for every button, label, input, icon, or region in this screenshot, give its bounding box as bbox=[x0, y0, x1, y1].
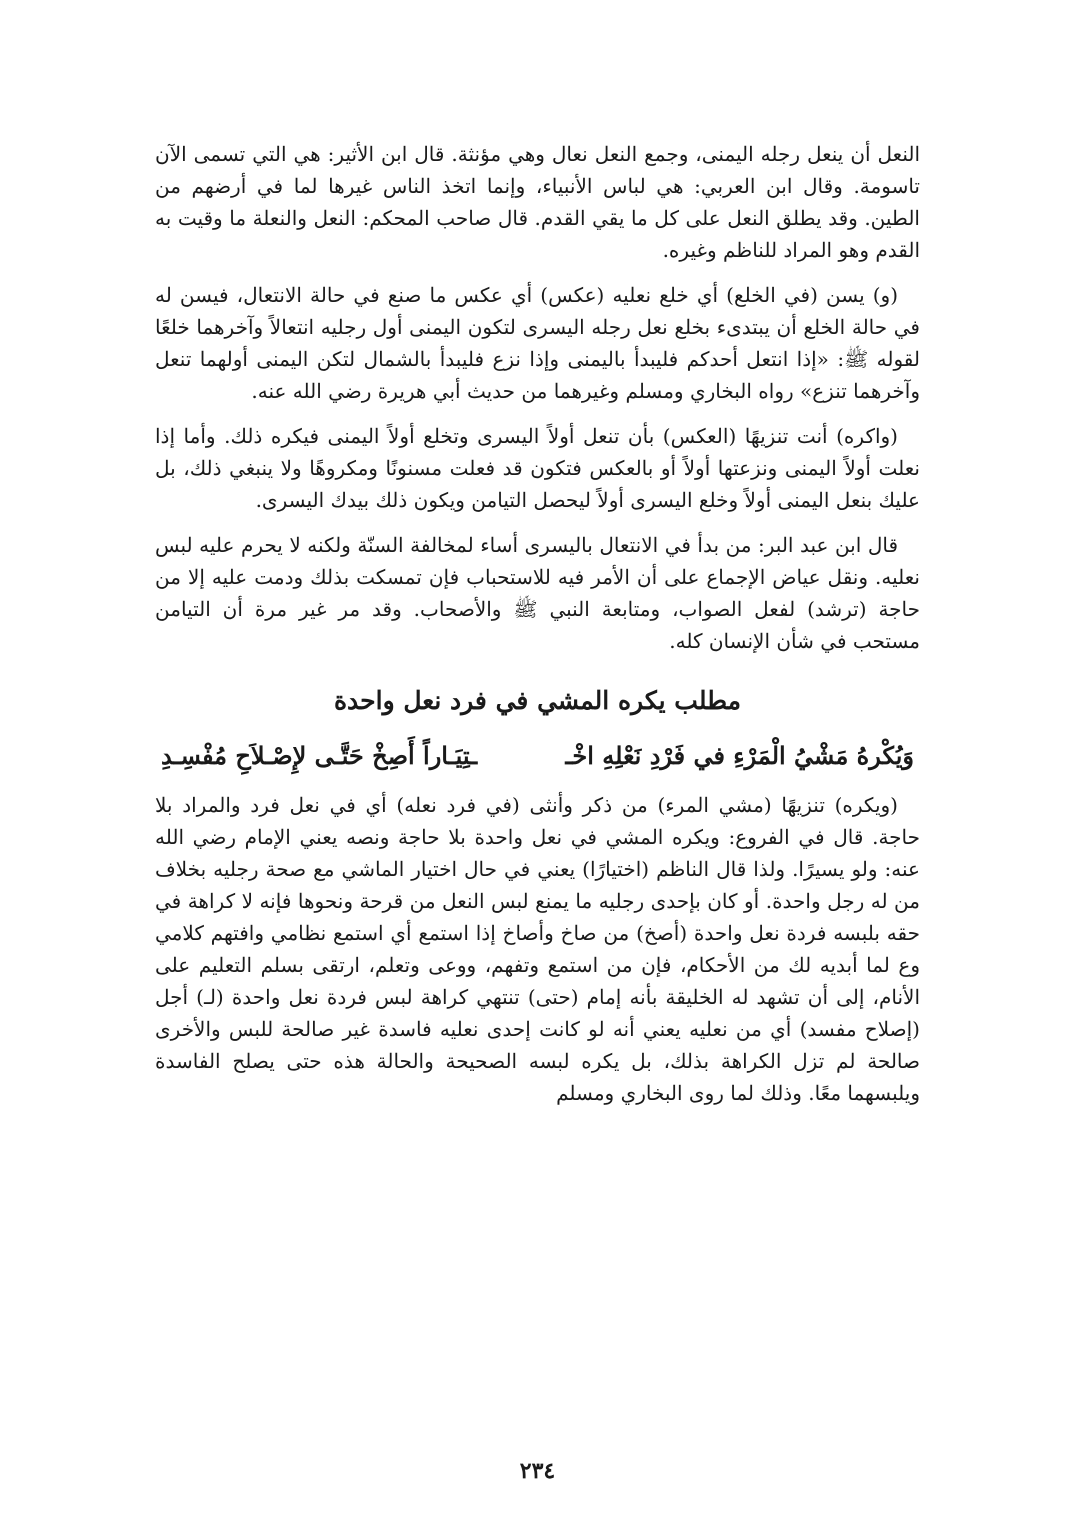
paragraph-4: قال ابن عبد البر: من بدأ في الانتعال باليسرى أساء لمخالفة السنّة ولكنه لا يحرم عليه لبس نعليه. ونقل عياض الإجماع على أن الأمر فيه للاستحباب فإن تمسكت بذلك ودمت عليه إلا من حاجة (ترشد) لفعل الصواب، ومتابعة النبي ﷺ والأصحاب. وقد مر غير مرة أن التيامن مستحب في شأن الإنسان كله. bbox=[155, 533, 920, 653]
commentary-paragraph: (ويكره) تنزيهًا (مشي المرء) من ذكر وأنثى (في فرد نعله) أي في نعل فرد والمراد بلا حاجة. قال في الفروع: ويكره المشي في نعل واحدة بلا حاجة ونصه يعني الإمام رضي الله عنه: ولو يسيرًا. ولذا قال الناظم (اختيارًا) يعني في حال اختيار الماشي مع صحة رجليه بخلاف من له رجل واحدة. أو كان بإحدى رجليه ما يمنع لبس النعل من قرحة ونحوها فإنه لا كراهة في حقه بلبسه فردة نعل واحدة (أصخ) من صاخ وأصاخ إذا استمع أي استمع نظامي وافتهم كلامي وع لما أبديه لك من الأحكام، فإن من استمع وتفهم، ووعى وتعلم، ارتقى بسلم التعليم على الأنام، إلى أن تشهد له الخليقة بأنه إمام (حتى) تنتهي كراهة لبس فردة نعل واحدة (لـ) أجل (إصلاح مفسد) أي من نعليه يعني أنه لو كانت إحدى نعليه فاسدة غير صالحة للبس والأخرى صالحة لم تزل الكراهة بذلك، بل يكره لبسه الصحيحة والحالة هذه حتى يصلح الفاسدة ويلبسهما معًا. وذلك لما روى البخاري ومسلم bbox=[155, 793, 920, 1105]
page-body bbox=[155, 138, 920, 1484]
paragraph-1: النعل أن ينعل رجله اليمنى، وجمع النعل نعال وهي مؤنثة. قال ابن الأثير: هي التي تسمى الآن تاسومة. وقال ابن العربي: هي لباس الأنبياء، وإنما اتخذ الناس غيرها لما في أرضهم من الطين. وقد يطلق النعل على كل ما يقي القدم. قال صاحب المحكم: النعل والنعلة ما وقيت به القدم وهو المراد للناظم وغيره. bbox=[155, 142, 920, 262]
page-number: ٢٣٤ bbox=[519, 1458, 556, 1484]
verse-right-hemistich: وَيُكْرهُ مَشْيُ الْمَرْءِ في فَرْدِ نَعْلِهِ اخْـ bbox=[565, 741, 914, 770]
paragraph-3: (واكره) أنت تنزيهًا (العكس) بأن تنعل أولاً اليسرى وتخلع أولاً اليمنى فيكره ذلك. وأما إذا نعلت أولاً اليمنى ونزعتها أولاً أو بالعكس فتكون قد فعلت مسنونًا ومكروهًا ولا ينبغي ذلك، بل عليك بنعل اليمنى أولاً وخلع اليسرى أولاً ليحصل التيامن ويكون ذلك بيدك اليسرى. bbox=[155, 424, 920, 512]
paragraph-2: (و) يسن (في الخلع) أي خلع نعليه (عكس) أي عكس ما صنع في حالة الانتعال، فيسن له في حالة الخلع أن يبتدىء بخلع نعل رجله اليسرى لتكون اليمنى أول رجليه انتعالاً وآخرهما خلعًا لقوله ﷺ: «إذا انتعل أحدكم فليبدأ باليمنى وإذا نزع فليبدأ بالشمال لتكن اليمنى أولهما تنعل وآخرهما تنزع» رواه البخاري ومسلم وغيرهما من حديث أبي هريرة رضي الله عنه. bbox=[155, 283, 920, 403]
verse-left-hemistich: ـتِيَـاراً أَصِخْ حَتَّـى لإِصْـلاَحِ مُفْسِـدِ bbox=[161, 741, 478, 770]
section-title: مطلب يكره المشي في فرد نعل واحدة bbox=[333, 686, 742, 715]
verse-line bbox=[161, 737, 914, 775]
